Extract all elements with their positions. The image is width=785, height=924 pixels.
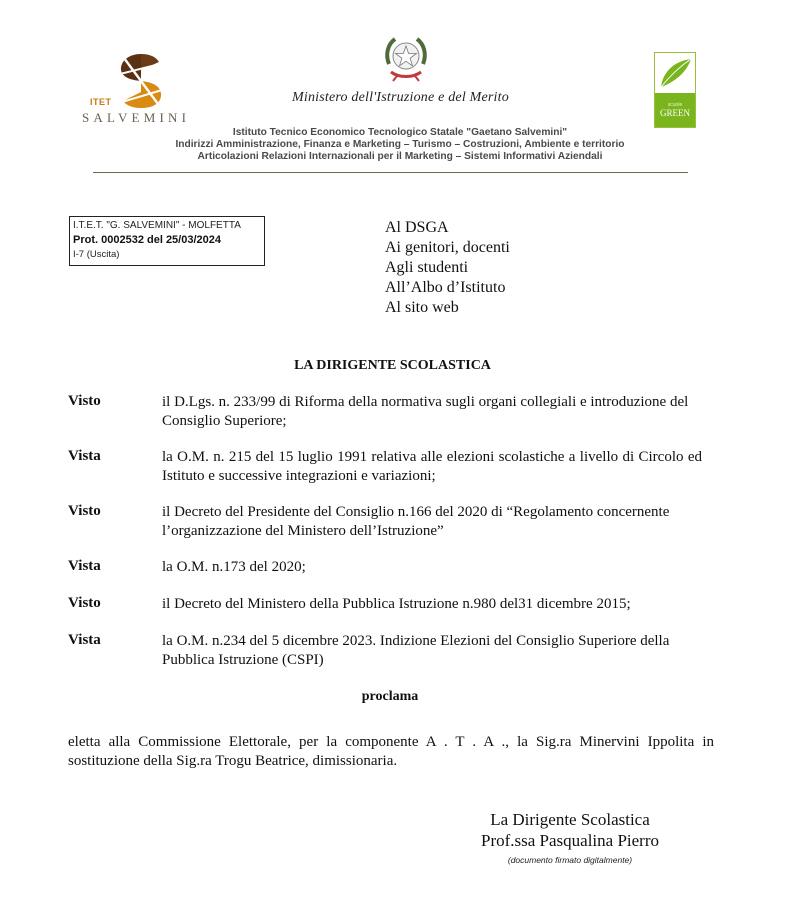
consideration-text: la O.M. n.173 del 2020;: [162, 559, 306, 575]
institute-courses: Indirizzi Amministrazione, Finanza e Marketing – Turismo – Costruzioni, Ambiente e territorio: [175, 139, 625, 150]
consideration-label: Visto: [68, 503, 101, 519]
consideration-label: Visto: [68, 393, 101, 409]
consideration-label: Vista: [68, 558, 101, 574]
consideration-text: la O.M. n.234 del 5 dicembre 2023. Indizione Elezioni del Consiglio Superiore della Pubblica Istruzione (CSPI): [162, 633, 670, 668]
signature-name: Prof.ssa Pasqualina Pierro: [480, 831, 659, 850]
consideration-label: Vista: [68, 632, 101, 648]
recipient: Al DSGA: [385, 219, 449, 236]
recipient: All’Albo d’Istituto: [385, 279, 506, 296]
institute-name: Istituto Tecnico Economico Tecnologico Statale "Gaetano Salvemini": [232, 127, 568, 138]
italian-republic-emblem-icon: [383, 34, 429, 84]
institute-details: [140, 127, 660, 163]
protocol-number: Prot. 0002532 del 25/03/2024: [73, 234, 221, 246]
institute-specializations: Articolazioni Relazioni Internazionali per il Marketing – Sistemi Informativi Aziendali: [197, 151, 603, 162]
consideration-label: Visto: [68, 595, 101, 611]
proclamation-body: eletta alla Commissione Elettorale, per la componente A . T . A ., la Sig.ra Minervini Ippolita in sostituzione della Sig.ra Trogu Beatrice, dimissionaria.: [68, 734, 714, 769]
proclama-heading: proclama: [361, 689, 419, 704]
recipient: Ai genitori, docenti: [385, 239, 510, 256]
salvemini-logo-icon: [116, 52, 166, 110]
consideration-text: il Decreto del Presidente del Consiglio n.166 del 2020 di “Regolamento concernente l’organizzazione del Ministero dell’Istruzione”: [162, 504, 670, 539]
protocol-class: I-7 (Uscita): [73, 249, 120, 260]
recipient: Al sito web: [385, 299, 459, 316]
consideration-label: Vista: [68, 448, 101, 464]
document-title: LA DIRIGENTE SCOLASTICA: [294, 358, 491, 373]
scuole-green-badge: [654, 52, 696, 128]
digital-signature-note: (documento firmato digitalmente): [507, 855, 633, 865]
consideration-text: il D.Lgs. n. 233/99 di Riforma della normativa sugli organi collegiali e introduzione del Consiglio Superiore;: [162, 394, 689, 429]
salvemini-wordmark: SALVEMINI: [82, 110, 191, 125]
recipients-list: [385, 218, 510, 318]
ministry-name: Ministero dell'Istruzione e del Merito: [292, 90, 509, 105]
consideration-text: la O.M. n. 215 del 15 luglio 1991 relativa alle elezioni scolastiche a livello di Circolo ed Istituto e successive integrazioni e variazioni;: [162, 449, 702, 484]
recipient: Agli studenti: [385, 259, 469, 276]
consideration-text: il Decreto del Ministero della Pubblica Istruzione n.980 del31 dicembre 2015;: [162, 596, 631, 612]
protocol-school: I.T.E.T. "G. SALVEMINI" - MOLFETTA: [73, 220, 241, 231]
leaf-icon: [655, 53, 695, 93]
signature-role: La Dirigente Scolastica: [490, 810, 650, 829]
header-divider: [93, 172, 688, 173]
protocol-stamp: [69, 216, 265, 266]
green-badge-small-text: scuole: [667, 102, 683, 108]
green-badge-word: GREEN: [660, 108, 690, 118]
itet-label: ITET: [90, 97, 112, 107]
